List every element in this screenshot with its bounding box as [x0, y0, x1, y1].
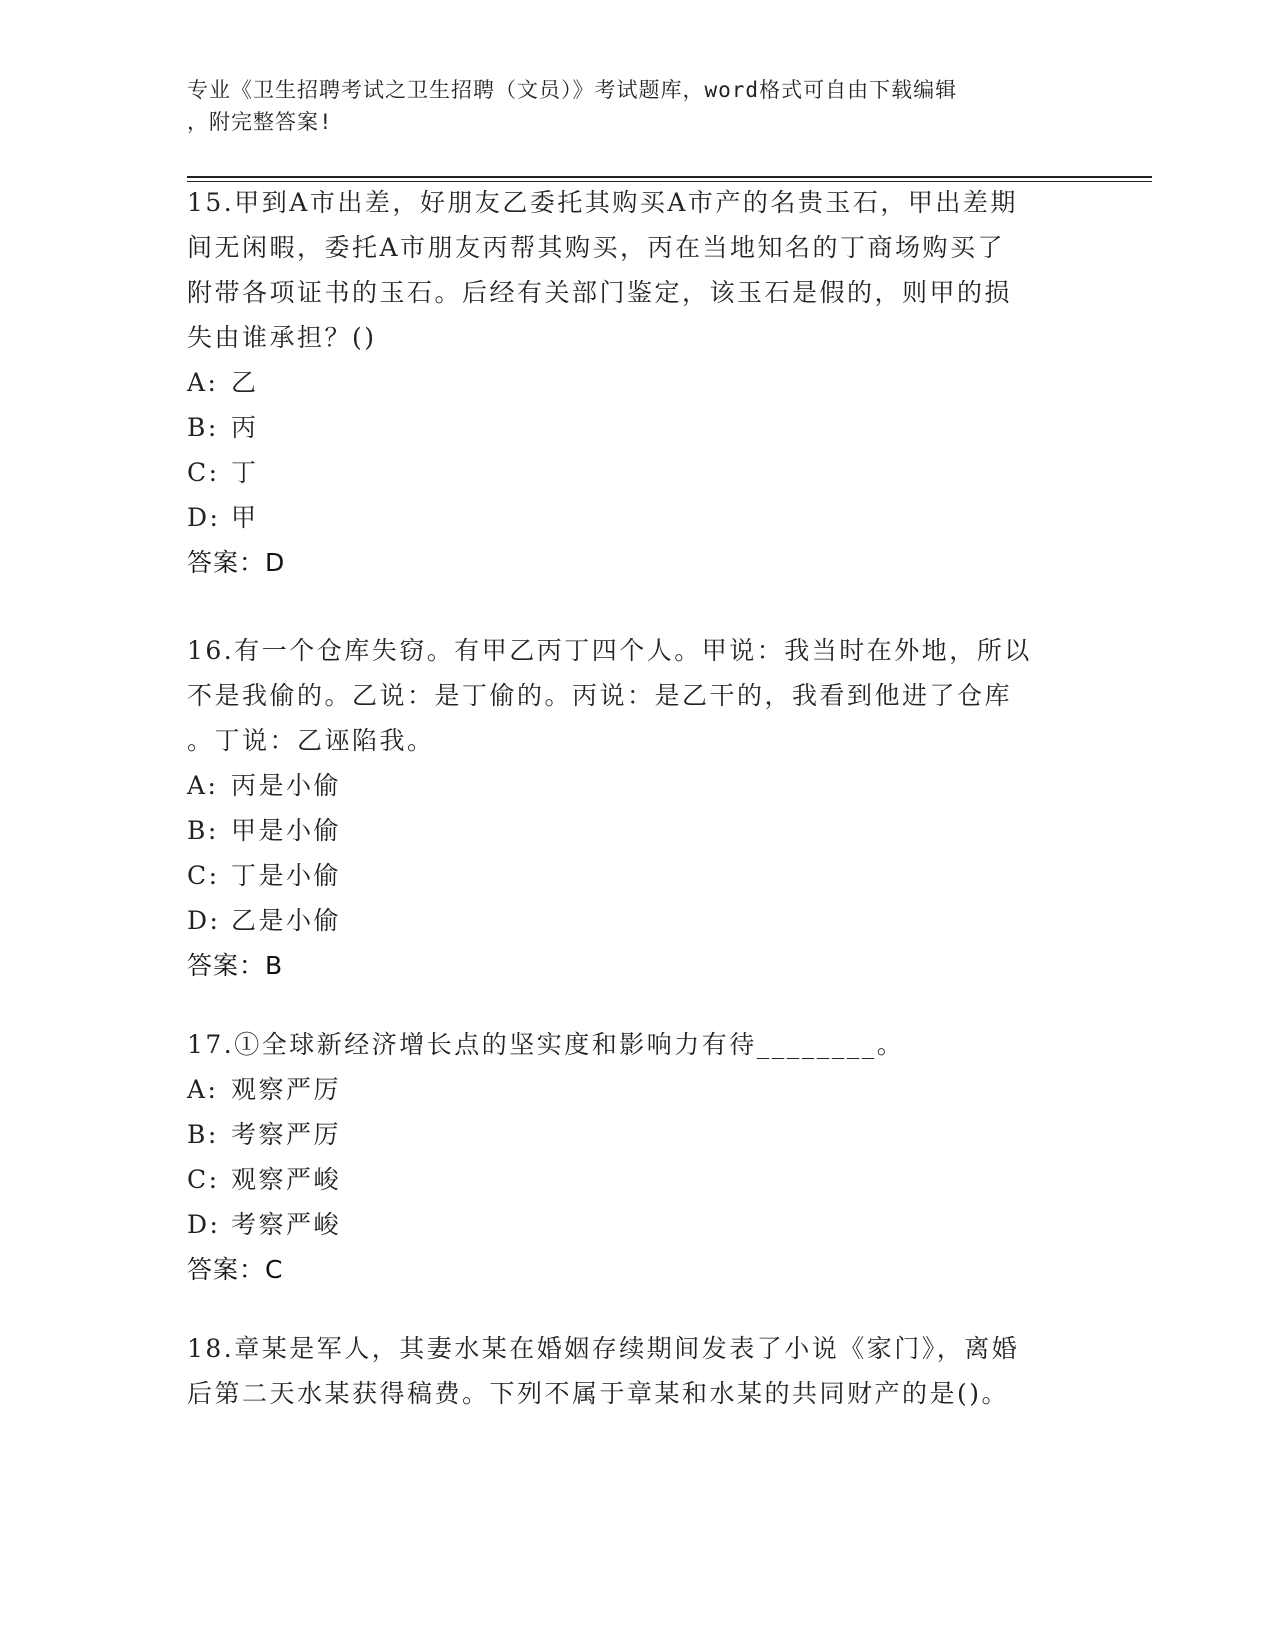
option-key: D: — [187, 503, 221, 532]
question-15 — [187, 180, 1087, 585]
option-c — [187, 853, 1087, 898]
question-stem — [187, 1022, 1087, 1067]
option-key: B: — [187, 1120, 219, 1149]
stem-line: 17.①全球新经济增长点的坚实度和影响力有待________。 — [187, 1030, 905, 1059]
answer-label: 答案：C — [187, 1255, 284, 1284]
option-text: 考察严峻 — [231, 1210, 342, 1239]
option-text: 观察严峻 — [231, 1165, 342, 1194]
stem-line: 附带各项证书的玉石。后经有关部门鉴定，该玉石是假的，则甲的损 — [187, 278, 1013, 307]
option-text: 甲是小偷 — [231, 816, 342, 845]
option-c — [187, 1157, 1087, 1202]
stem-line: 18.章某是军人，其妻水某在婚姻存续期间发表了小说《家门》，离婚 — [187, 1334, 1020, 1363]
answer-label: 答案：B — [187, 951, 284, 980]
option-b — [187, 808, 1087, 853]
option-key: C: — [187, 861, 220, 890]
option-text: 乙 — [231, 368, 259, 397]
stem-line: 。丁说：乙诬陷我。 — [187, 726, 435, 755]
stem-line: 后第二天水某获得稿费。下列不属于章某和水某的共同财产的是()。 — [187, 1379, 1010, 1408]
option-text: 观察严厉 — [231, 1075, 342, 1104]
option-key: C: — [187, 1165, 220, 1194]
option-text: 丙 — [231, 413, 259, 442]
stem-line: 间无闲暇，委托A市朋友丙帮其购买，丙在当地知名的丁商场购买了 — [187, 233, 1006, 262]
option-text: 丁 — [231, 458, 259, 487]
option-b — [187, 405, 1087, 450]
option-d — [187, 1202, 1087, 1247]
option-key: B: — [187, 816, 219, 845]
option-key: A: — [187, 368, 219, 397]
option-text: 乙是小偷 — [231, 906, 342, 935]
option-a — [187, 360, 1087, 405]
option-a — [187, 763, 1087, 808]
question-17 — [187, 1022, 1087, 1292]
option-a — [187, 1067, 1087, 1112]
option-d — [187, 495, 1087, 540]
question-16 — [187, 628, 1087, 988]
question-stem — [187, 628, 1087, 763]
option-key: C: — [187, 458, 220, 487]
option-text: 丙是小偷 — [231, 771, 342, 800]
option-text: 丁是小偷 — [231, 861, 342, 890]
document-header — [187, 74, 1067, 138]
option-key: D: — [187, 1210, 221, 1239]
option-key: A: — [187, 771, 219, 800]
option-b — [187, 1112, 1087, 1157]
option-key: A: — [187, 1075, 219, 1104]
stem-line: 15.甲到A市出差，好朋友乙委托其购买A市产的名贵玉石，甲出差期 — [187, 188, 1018, 217]
stem-line: 失由谁承担？() — [187, 323, 377, 352]
option-c — [187, 450, 1087, 495]
header-line-2: ，附完整答案! — [187, 110, 333, 134]
option-d — [187, 898, 1087, 943]
stem-line: 不是我偷的。乙说：是丁偷的。丙说：是乙干的，我看到他进了仓库 — [187, 681, 1013, 710]
header-line-1: 专业《卫生招聘考试之卫生招聘（文员）》考试题库，word格式可自由下载编辑 — [187, 78, 958, 102]
question-18 — [187, 1326, 1087, 1416]
stem-line: 16.有一个仓库失窃。有甲乙丙丁四个人。甲说：我当时在外地，所以 — [187, 636, 1032, 665]
question-stem — [187, 1326, 1087, 1416]
answer-label: 答案：D — [187, 548, 286, 577]
question-stem — [187, 180, 1087, 360]
option-key: B: — [187, 413, 219, 442]
option-key: D: — [187, 906, 221, 935]
option-text: 甲 — [231, 503, 259, 532]
option-text: 考察严厉 — [231, 1120, 342, 1149]
header-divider-thick — [187, 176, 1152, 178]
